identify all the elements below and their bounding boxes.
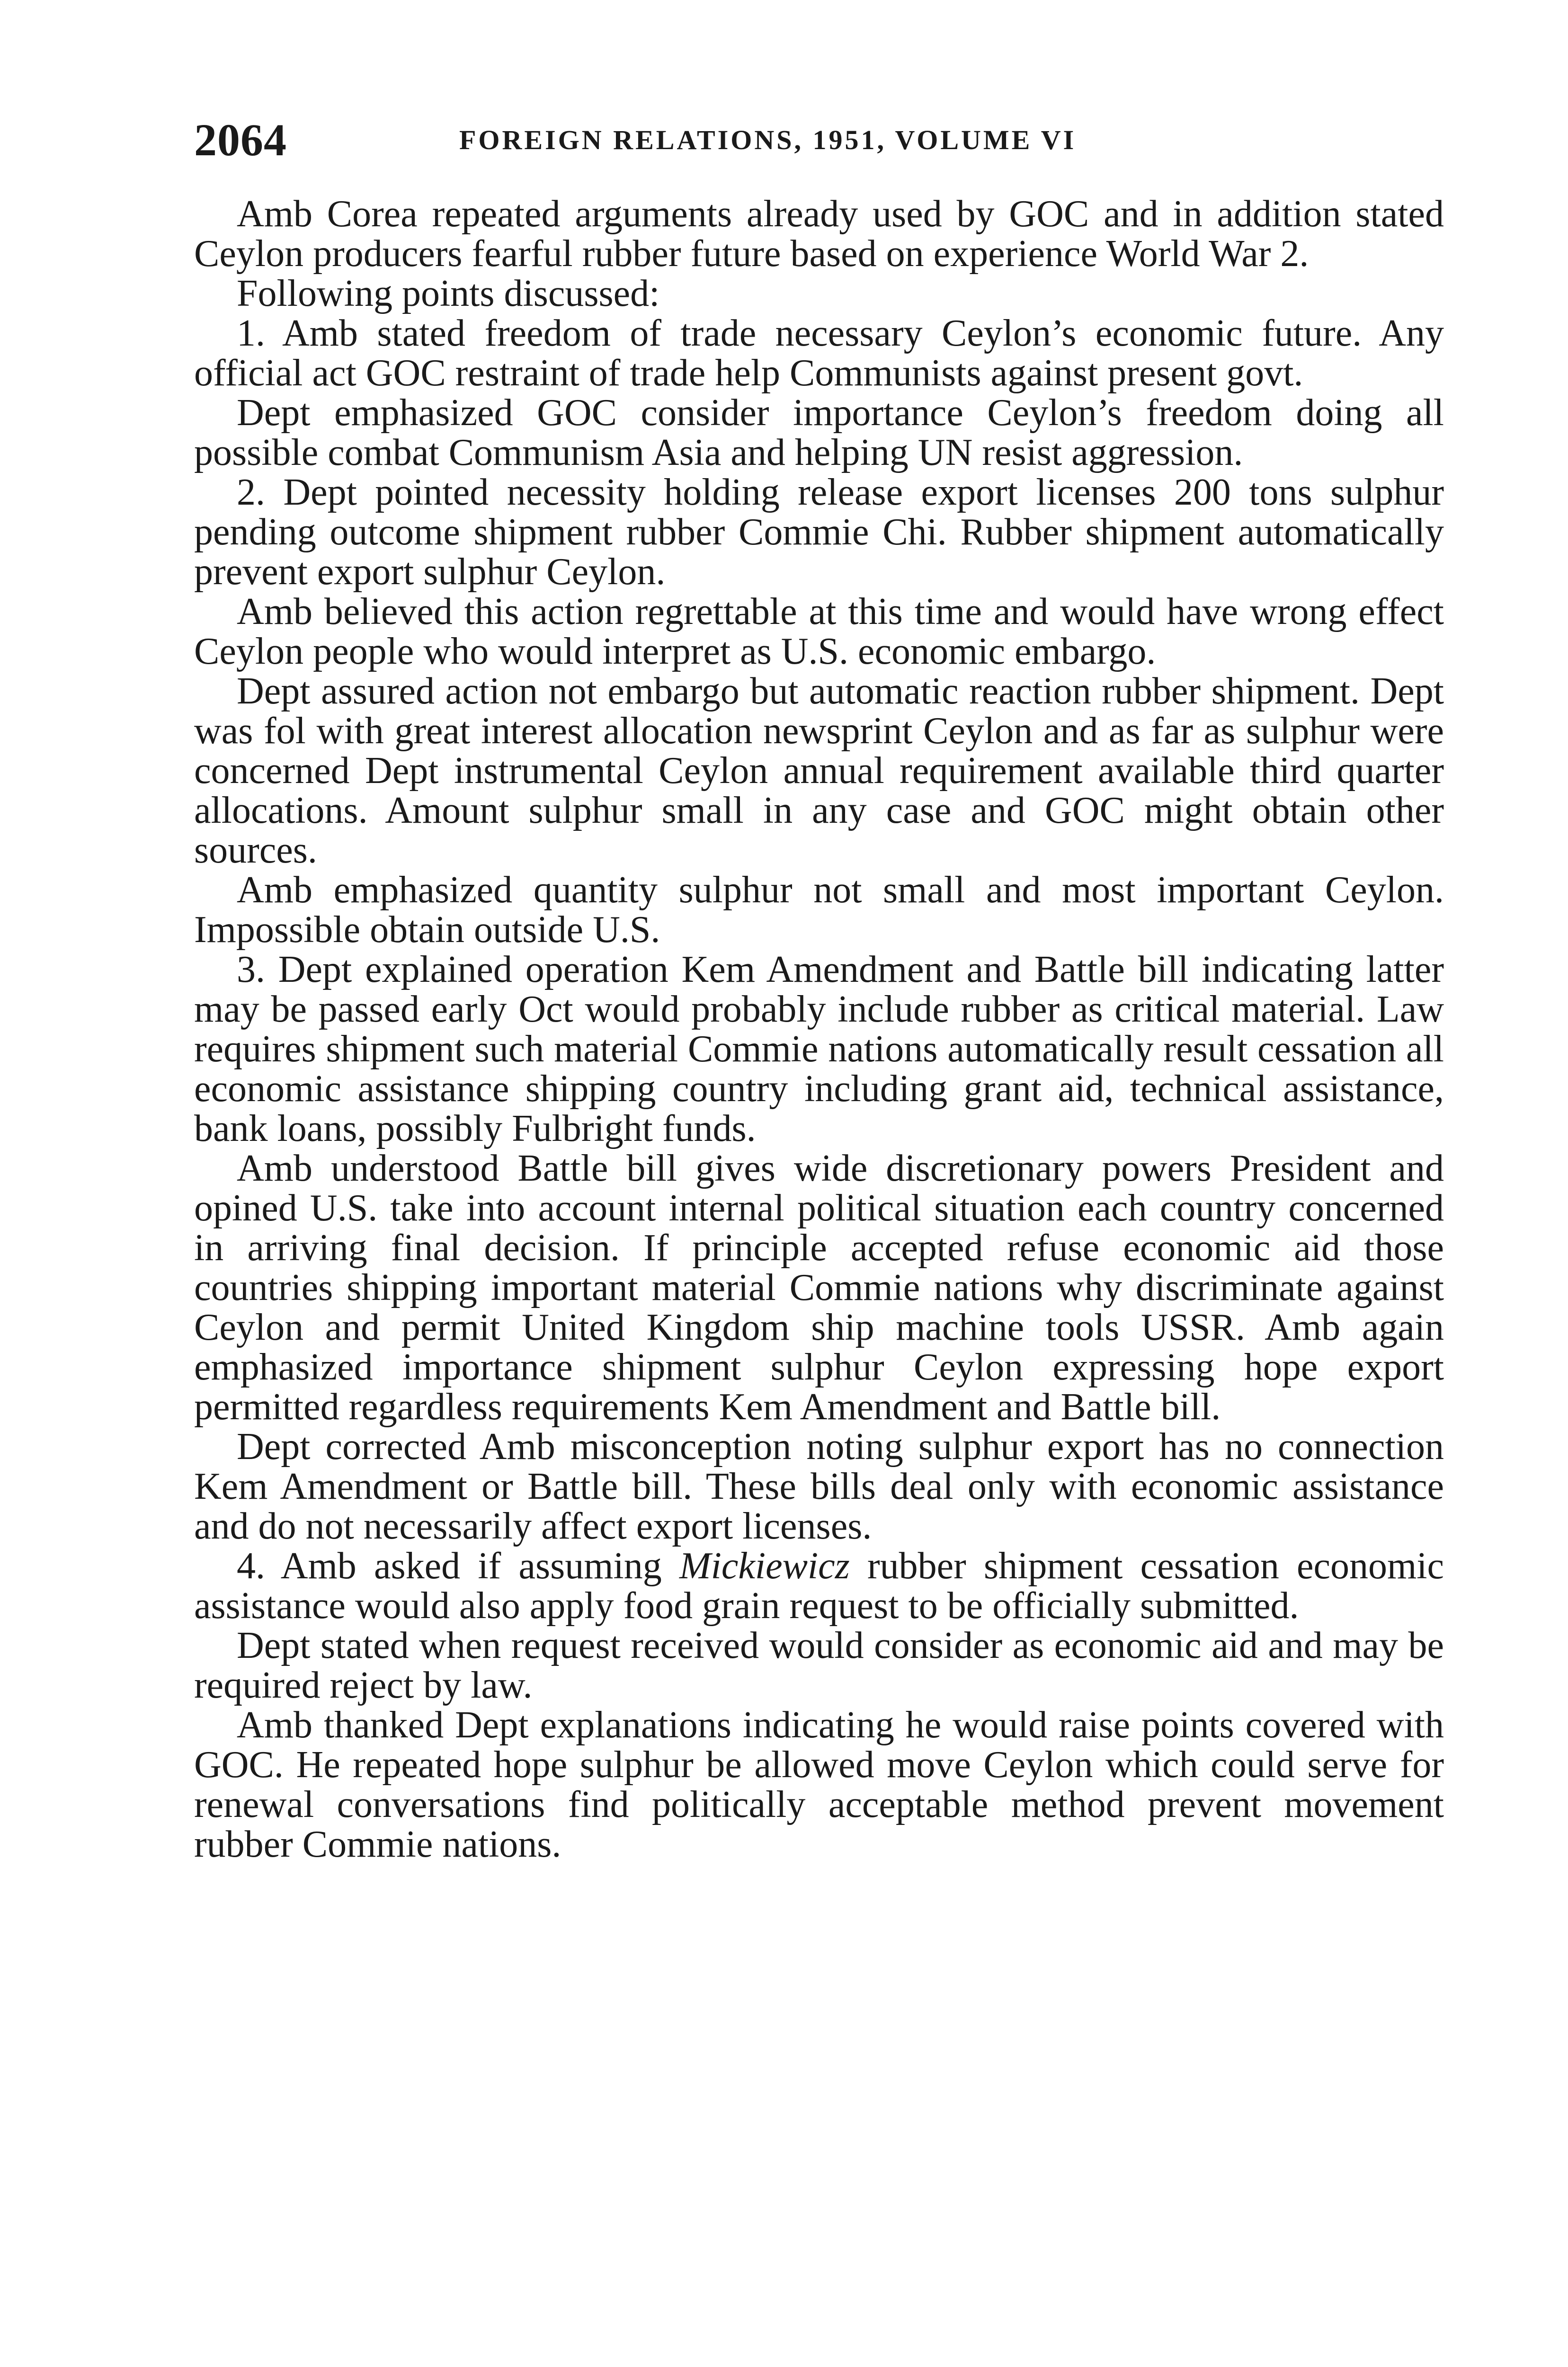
paragraph: Amb believed this action regrettable at this time and would have wrong effect Ceylon people who would interpret as U.S. economic embargo. xyxy=(194,591,1444,672)
body-text xyxy=(194,194,1444,1864)
paragraph: Dept corrected Amb misconception noting sulphur export has no connection Kem Amendment or Battle bill. These bills deal only with economic assistance and do not necessarily affect export licenses. xyxy=(194,1426,1444,1547)
running-head: FOREIGN RELATIONS, 1951, VOLUME VI xyxy=(459,125,1077,155)
paragraph: 2. Dept pointed necessity holding release export licenses 200 tons sulphur pending outcome shipment rubber Commie Chi. Rubber shipment automatically prevent export sulphur Ceylon. xyxy=(194,472,1444,593)
page-number: 2064 xyxy=(194,115,287,165)
paragraph: Amb Corea repeated arguments already used by GOC and in addition stated Ceylon producers fearful rubber future based on experience World War 2. xyxy=(194,193,1444,275)
page-header xyxy=(194,110,1449,171)
paragraph: Dept assured action not embargo but automatic reaction rubber shipment. Dept was fol with great interest allocation newsprint Ceylon and as far as sulphur were concerned Dept instrumental Ceylon annual requirement available third quarter allocations. Amount sulphur small in any case and GOC might obtain other sources. xyxy=(194,670,1444,871)
paragraph-text-after: rubber shipment cessation economic assistance would also apply food grain request to be officially submitted. xyxy=(194,1545,1444,1627)
paragraph: Following points discussed: xyxy=(237,273,660,314)
paragraph-text-before: 4. Amb asked if assuming xyxy=(237,1545,679,1587)
paragraph xyxy=(194,1546,1444,1626)
paragraph: Dept emphasized GOC consider importance Ceylon’s freedom doing all possible combat Communism Asia and helping UN resist aggression. xyxy=(194,392,1444,473)
paragraph: Amb emphasized quantity sulphur not small and most important Ceylon. Impossible obtain outside U.S. xyxy=(194,869,1444,951)
paragraph: Amb thanked Dept explanations indicating he would raise points covered with GOC. He repeated hope sulphur be allowed move Ceylon which could serve for renewal conversations find politically acceptable method prevent movement rubber Commie nations. xyxy=(194,1704,1444,1865)
paragraph: 3. Dept explained operation Kem Amendment and Battle bill indicating latter may be passed early Oct would probably include rubber as critical material. Law requires shipment such material Commie nations automatically result cessation all economic assistance shipping country including grant aid, technical assistance, bank loans, possibly Fulbright funds. xyxy=(194,949,1444,1149)
paragraph: Dept stated when request received would consider as economic aid and may be required reject by law. xyxy=(194,1625,1444,1706)
paragraph: 1. Amb stated freedom of trade necessary Ceylon’s economic future. Any official act GOC restraint of trade help Communists against present govt. xyxy=(194,312,1444,394)
ship-name-italic: Mickiewicz xyxy=(679,1545,850,1587)
paragraph: Amb understood Battle bill gives wide discretionary powers President and opined U.S. take into account internal political situation each country concerned in arriving final decision. If principle accepted refuse economic aid those countries shipping important material Commie nations why discriminate against Ceylon and permit United Kingdom ship machine tools USSR. Amb again emphasized importance shipment sulphur Ceylon expressing hope export permitted regardless requirements Kem Amendment and Battle bill. xyxy=(194,1148,1444,1428)
